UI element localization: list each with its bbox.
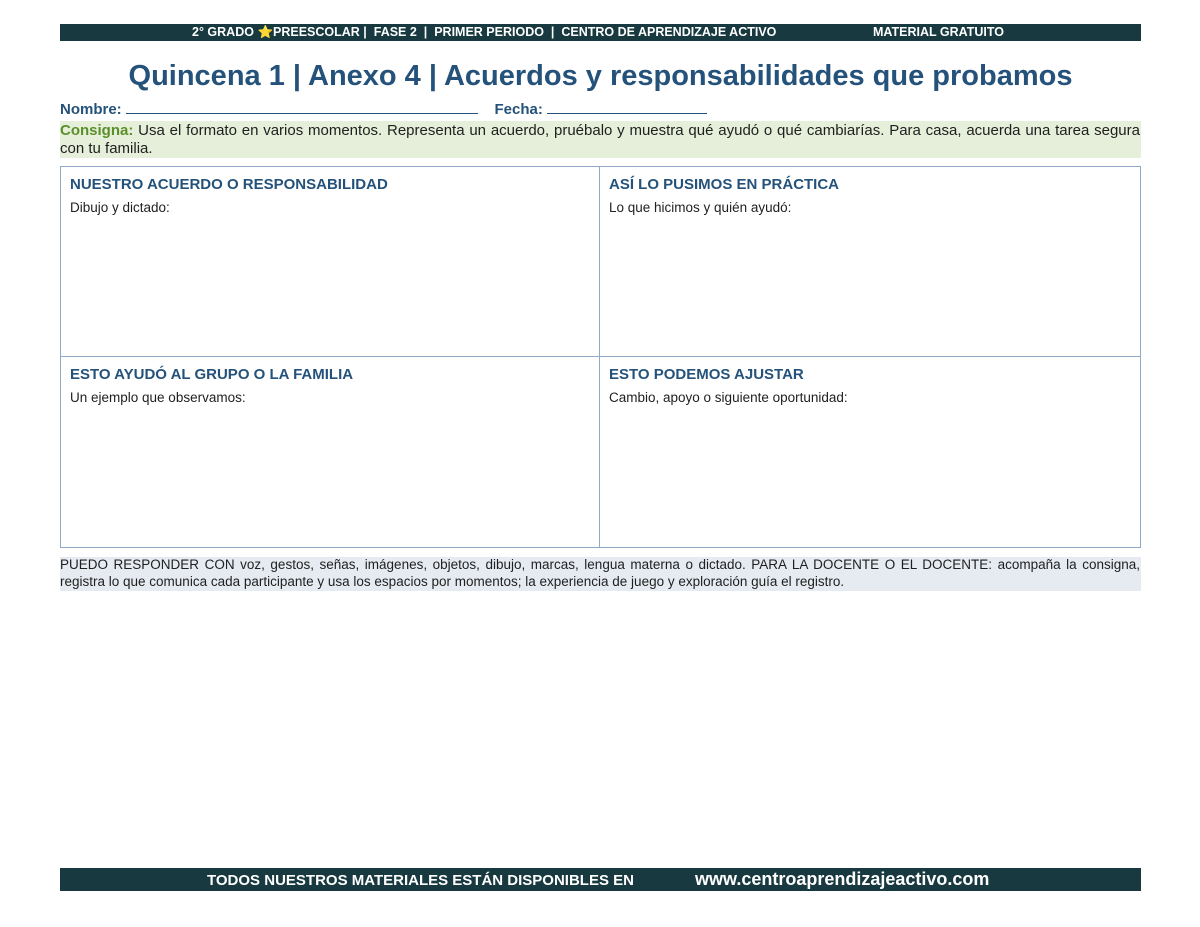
practice-cell[interactable] xyxy=(600,167,1140,357)
name-label: Nombre: xyxy=(60,101,122,118)
cell-prompt: Un ejemplo que observamos: xyxy=(70,390,246,405)
activity-grid xyxy=(60,166,1141,548)
header-details: PREESCOLAR | FASE 2 | PRIMER PERIODO | CENTRO DE APRENDIZAJE ACTIVO xyxy=(273,25,777,39)
header-grade-info xyxy=(192,24,776,41)
cell-heading: ASÍ LO PUSIMOS EN PRÁCTICA xyxy=(609,176,840,193)
cell-heading: ESTO PODEMOS AJUSTAR xyxy=(609,366,804,383)
star-icon: ⭐ xyxy=(257,25,274,39)
name-field-line[interactable] xyxy=(126,99,478,114)
footer-text: TODOS NUESTROS MATERIALES ESTÁN DISPONIBLES EN xyxy=(207,872,634,889)
header-free-material: MATERIAL GRATUITO xyxy=(873,25,1005,39)
header-banner xyxy=(60,24,1141,41)
date-field-line[interactable] xyxy=(547,99,707,114)
footer-banner xyxy=(60,868,1141,891)
cell-prompt: Cambio, apoyo o siguiente oportunidad: xyxy=(609,390,848,405)
teacher-note: PUEDO RESPONDER CON voz, gestos, señas, imágenes, objetos, dibujo, marcas, lengua materna o dictado. PARA LA DOCENTE O EL DOCENTE: acompaña la consigna, registra lo que comunica cada participante y usa los espacios por momentos; la experiencia de juego y exploración guía el registro. xyxy=(60,557,1141,591)
footer-url-link[interactable]: www.centroaprendizajeactivo.com xyxy=(695,869,990,889)
student-fields xyxy=(60,99,707,119)
cell-heading: NUESTRO ACUERDO O RESPONSABILIDAD xyxy=(70,176,388,193)
cell-heading: ESTO AYUDÓ AL GRUPO O LA FAMILIA xyxy=(70,366,354,383)
date-label: Fecha: xyxy=(494,101,543,118)
adjust-cell[interactable] xyxy=(600,357,1140,547)
header-grade: 2° GRADO xyxy=(192,25,258,39)
instructions-label: Consigna: xyxy=(60,122,134,139)
instructions-box xyxy=(60,121,1141,158)
page-title: Quincena 1 | Anexo 4 | Acuerdos y responsabilidades que probamos xyxy=(128,60,1073,92)
cell-prompt: Dibujo y dictado: xyxy=(70,200,170,215)
cell-prompt: Lo que hicimos y quién ayudó: xyxy=(609,200,792,215)
agreement-cell[interactable] xyxy=(61,167,600,357)
instructions-text: Usa el formato en varios momentos. Representa un acuerdo, pruébalo y muestra qué ayudó o qué cambiarías. Para casa, acuerda una tarea segura con tu familia. xyxy=(60,122,1140,157)
helped-cell[interactable] xyxy=(61,357,600,547)
